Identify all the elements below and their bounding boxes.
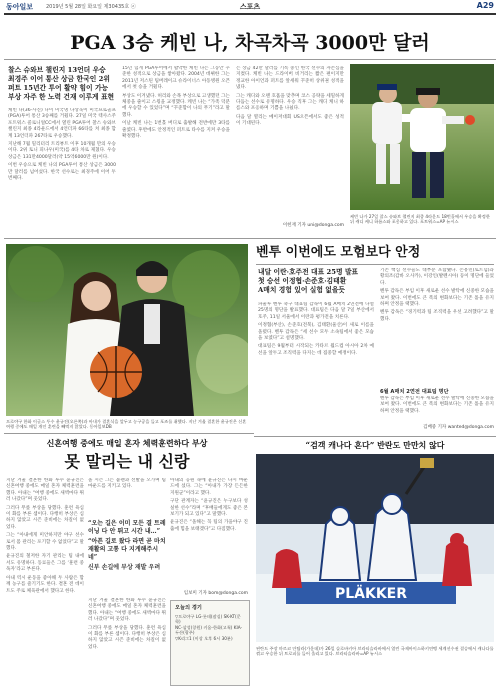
today-games-line-1: ▽프로야구 LG-롯데(잠실) SK-KT(문학)	[175, 614, 241, 625]
story2-rule	[256, 264, 494, 265]
today-games-title: 오늘의 경기	[175, 605, 202, 611]
story3-quote-2: “아픈 길로 왔다 라면 곧 마치 재활의 고통 다 지게해주시네”	[88, 538, 166, 561]
golf-photo-caption: 케빈 나가 27일 찰스 슈와브 챌린지 최종 4라운드 18번홀에서 우승을 확정한 뒤 캐디 케니 하름스와 포옹하고 있다. 포트워스=AP 뉴시스	[350, 214, 490, 225]
newspaper-logo: 동아일보	[6, 3, 34, 11]
story1-subhead-4: 부상 자주 한 노력 건재 이루게 표현	[8, 93, 115, 101]
rink-board-text: PLÄKKER	[334, 586, 408, 602]
story2-subhead-2: 첫 승선 이정협·손준호·김태환	[258, 277, 347, 285]
today-games-line-3: ▽K리그1 (이상 오후 6시 30분)	[175, 635, 233, 641]
story3-quote-3: 신부 손길에 부상 재발 우려	[88, 564, 161, 571]
story2-roster-title: 6월 A매치 2연전 대표팀 명단	[380, 389, 449, 395]
story1-subhead-3: 퍼트 15년간 투어 활약 힘이 가능	[8, 84, 109, 92]
story1-column-2: 15년 넘게 PGA투어에서 활약한 케빈 나는 그동안 꾸준한 성적으로 상금을 쌓아왔다. 2004년 데뷔한 그는 2011년 저스틴 팀버레이크 슈라이너스 아동병원 오픈에서 첫 승을 거뒀다. 부상도 이겨냈다. 허리와 손목 부상으로 고생했던 그는 체중을 줄이고 스윙을 교정했다. 케빈 나는 “가족 덕분에 우승할 수 있었다”며 “꾸준함이 나의 무기”라고 말했다. 이날 케빈 나는 1번홀 버디로 출발해 전반에만 3타를 줄였다. 후반에도 안정적인 퍼트로 타수를 지켜 우승을 확정했다.	[122, 66, 230, 140]
hockey-photo-caption: 핀란드 주장 마르코 안틸라(가운데)가 26일 슬로바키아 브라티슬라바에서 열린 국제아이스하키연맹 세계선수권 결승에서 캐나다를 꺾고 우승한 뒤 트로피를 들어 올리고 있다. 브라티슬라바=AP 뉴시스	[256, 646, 494, 657]
story4-rule	[254, 436, 496, 437]
story1-column-3: 는 상금 42만 달러를 기록 중인 한국 선수의 자존심을 지켰다. 케빈 나는 드라이버 비거리는 짧은 편이지만 정교한 아이언과 퍼트를 앞세워 꾸준히 상위권 성적을 냈다. 그는 캐디와 오랜 호흡을 맞추며 코스 공략을 세밀하게 다듬는 선수로 유명하다. 우승 직후 그는 캐디 케니 하름스와 포옹하며 기쁨을 나눴다. 다음 달 열리는 메이저대회 US오픈에서도 좋은 성적이 기대된다.	[236, 66, 344, 127]
story2-column-2: 기존 핵심 선수들도 대부분 포함됐다. 손흥민(토트넘)과 황의조(감바 오사카), 이강인(발렌시아) 등이 명단에 들었다. 벤투 감독은 부임 이후 새로운 선수 발탁에 신중한 모습을 보여 왔다. 이번에도 큰 폭의 변화보다는 기존 틀을 유지하며 안정을 택했다. 벤투 감독은 “경기력과 팀 조직력을 우선 고려했다”고 말했다.	[380, 268, 494, 322]
story3-quote-1: “오는 길은 이미 모든 결 트레이닝 다 안 뛰고 시간 내…”	[88, 520, 166, 535]
story3-headline: 못 말리는 내 신랑	[64, 452, 190, 471]
story1-rule	[4, 59, 496, 60]
story1-subheads	[8, 66, 118, 102]
today-games-line-2: NC-삼성(창원) 키움-한화(고척) KIA-두산(광주)	[175, 624, 242, 636]
story1-column-1: 케빈 나(36·사진) 나이 미국명 나상욱이 미국프로골프(PGA)투어 통산 3승째를 거뒀다. 27일 미국 텍사스주 포트워스 콜로니얼CC에서 열린 PGA투어 찰스 슈와브 챌린지 최종 4라운드에서 4언더파 66타를 쳐 최종 합계 13언더파 267타로 우승했다. 지난해 7월 밀리터리 트리뷰트 이후 10개월 만의 우승이다. 2위 토니 피나우(미국)를 4타 차로 제쳤다. 우승 상금은 131만4000달러(약 15억6000만 원)이다. 이번 우승으로 케빈 나의 PGA투어 통산 상금은 3000만 달러를 넘어섰다. 한국 선수로는 최경주에 이어 두 번째다.	[8, 108, 116, 182]
section-divider-2	[4, 433, 254, 434]
story3-quotes	[88, 520, 166, 572]
couple-photo	[6, 244, 248, 416]
golf-photo	[350, 64, 494, 210]
page-number: A29	[476, 1, 494, 10]
story2-roster-text: 벤투 감독은 부임 이후 새로운 선수 발탁에 신중한 모습을 보여 왔다. 이번에도 큰 폭의 변화보다는 기존 틀을 유지하며 안정을 택했다.	[380, 396, 494, 414]
story3-column-3: 아내의 응원 속에 윤규진은 다시 마운드에 섰다. 그는 “아내가 가장 든든한 지원군”이라고 했다. 구단 관계자는 “윤규진은 누구보다 성실한 선수”라며 “후배들에게도 좋은 본보기가 되고 있다”고 말했다. 윤규진은 “올해는 꼭 팀의 가을야구 진출에 힘을 보태겠다”고 다짐했다.	[170, 478, 248, 532]
header-rule	[4, 13, 496, 15]
hockey-photo	[256, 454, 494, 642]
couple-photo-caption: 프로야구 한화 이글스 투수 윤규진(오른쪽)과 아내가 결혼식을 앞두고 농구공을 들고 포즈를 취했다. 지난 겨울 결혼한 윤규진은 신혼여행 중에도 매일 개인 훈련을 빼먹지 않았다. 동아일보DB	[6, 419, 247, 430]
issue-date: 2019년 5월 28일 화요일 제30435호 ⓐ	[46, 4, 136, 10]
story2-subhead-1: 내달 이란·호주전 대표 25명 발표	[258, 268, 359, 276]
story2-byline: 김배중 기자 wanted@donga.com	[423, 425, 494, 430]
story3-small-headline: 신혼여행 중에도 매일 혼자 체력훈련하다 부상	[46, 438, 208, 448]
story2-subheads	[258, 268, 376, 295]
story2-column-1: 파울루 벤투 축구 대표팀 감독이 6월 A매치 2연전에 나설 25명의 명단을 발표했다. 대표팀은 다음 달 7일 부산에서 호주, 11일 서울에서 이란과 평가전을 치른다. 이정협(부산), 손준호(전북), 김태환(울산)이 새로 이름을 올렸다. 벤투 감독은 “세 선수 모두 소속팀에서 좋은 모습을 보였다”고 설명했다. 대표팀은 9월부터 시작되는 카타르 월드컵 아시아 2차 예선을 앞두고 조직력을 다지는 데 집중할 예정이다.	[258, 302, 374, 356]
section-divider-1	[4, 238, 496, 239]
story3-column-2: 올 시즌 그는 불펜과 선발을 오가며 팀 마운드를 지키고 있다.	[88, 478, 166, 490]
story1-byline: 이헌재 기자 uni@donga.com	[282, 223, 344, 228]
story1-headline: PGA 3승 케빈 나, 차곡차곡 3000만 달러	[70, 32, 430, 54]
story3-byline: 임보미 기자 bom@donga.com	[183, 591, 248, 596]
story2-subhead-3: A매치 경험 있어 실험 없을듯	[258, 286, 345, 294]
story1-subhead-1: 찰스 슈와브 챌린지 13언더 우승	[8, 66, 106, 74]
section-name: 스포츠	[239, 3, 261, 11]
story3-column-1: 지난 겨울 결혼한 한화 투수 윤규진은 신혼여행 중에도 매일 혼자 체력훈련을 했다. 아내는 “여행 중에도 새벽마다 뛰러 나갔다”며 웃었다. 그러다 무릎 부상을 당했다. 훈련 욕심이 화를 부른 셈이다. 다행히 부상은 심하지 않았고 시즌 준비에는 차질이 없었다. 그는 “아내에게 미안하지만 야구 선수로서 몸 관리는 포기할 수 없었다”고 말했다. 윤규진의 철저한 자기 관리는 팀 내에서도 유명하다. 동료들은 그를 ‘훈련 중독자’라고 부른다. 아내 역시 운동을 좋아해 두 사람은 함께 농구를 즐기기도 한다. 결혼 전 데이트도 주로 체육관에서 했다고 한다.	[6, 478, 84, 594]
story4-headline: “검객 캐나다 혼다” 반란도 만만치 않다	[305, 440, 445, 450]
story1-subhead-2: 최경주 이어 통산 상금 한국인 2위	[8, 75, 110, 83]
story3-column-2b: 지난 겨울 결혼한 한화 투수 윤규진은 신혼여행 중에도 매일 혼자 체력훈련을 했다. 아내는 “여행 중에도 새벽마다 뛰러 나갔다”며 웃었다. 그러다 무릎 부상을 당했다. 훈련 욕심이 화를 부른 셈이다. 다행히 부상은 심하지 않았고 시즌 준비에는 차질이 없었다.	[88, 598, 166, 650]
story2-headline: 벤투 이번에도 모험보다 안정	[256, 245, 421, 260]
today-games-box	[170, 600, 250, 686]
